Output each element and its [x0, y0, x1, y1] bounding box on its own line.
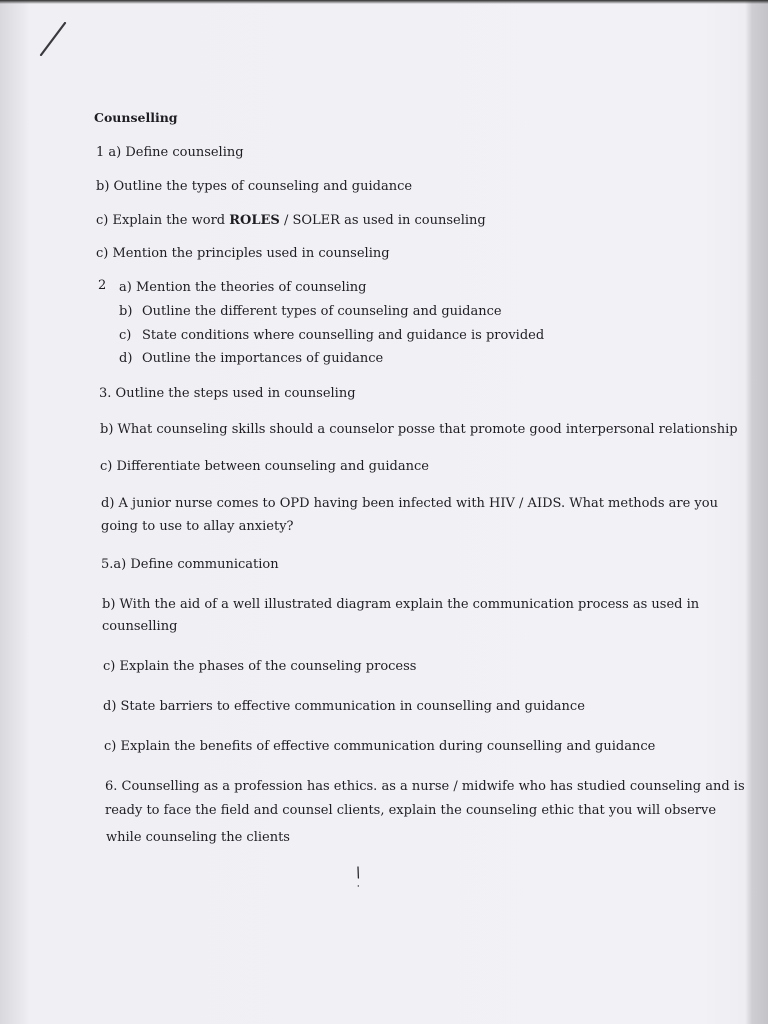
- pen-tick-mark: [356, 866, 360, 888]
- q1-c: [96, 213, 486, 229]
- q2-d-label: d): [119, 351, 133, 366]
- q3-d-line2: going to use to allay anxiety?: [101, 519, 294, 534]
- q3-a: 3. Outline the steps used in counseling: [99, 386, 356, 401]
- q3-d-line1: d) A junior nurse comes to OPD having been infected with HIV / AIDS. What methods are you: [101, 496, 718, 511]
- q5-b-line1: b) With the aid of a well illustrated diagram explain the communication process as used in: [102, 597, 700, 612]
- q1-d: c) Mention the principles used in counseling: [96, 246, 390, 261]
- q2-number: 2: [98, 278, 107, 293]
- q1-a: 1 a) Define counseling: [96, 145, 244, 160]
- q1-c-bold: ROLES: [229, 213, 280, 228]
- q5-a: 5.a) Define communication: [101, 557, 279, 572]
- q3-c: c) Differentiate between counseling and guidance: [100, 459, 429, 474]
- q1-c-suffix: / SOLER as used in counseling: [279, 213, 486, 228]
- q5-e: c) Explain the benefits of effective communication during counselling and guidance: [104, 739, 656, 754]
- q2-b: Outline the different types of counseling and guidance: [142, 304, 502, 319]
- q5-b-line2: counselling: [102, 619, 178, 634]
- q6-line1: 6. Counselling as a profession has ethics. as a nurse / midwife who has studied counseling and is: [105, 779, 745, 794]
- pen-stroke-mark: [38, 22, 68, 56]
- q5-c: c) Explain the phases of the counseling process: [103, 659, 417, 674]
- q1-c-prefix: c) Explain the word: [96, 213, 230, 228]
- page-top-edge: [0, 0, 768, 4]
- q2-b-label: b): [119, 304, 133, 319]
- q6-line2: ready to face the field and counsel clients, explain the counseling ethic that you will observe: [105, 803, 717, 818]
- q5-d: d) State barriers to effective communication in counselling and guidance: [103, 699, 585, 714]
- page-title: Counselling: [94, 110, 178, 125]
- q1-b: b) Outline the types of counseling and guidance: [96, 179, 413, 194]
- q3-b: b) What counseling skills should a counselor posse that promote good interpersonal relationship: [100, 422, 738, 437]
- q2-c: State conditions where counselling and guidance is provided: [142, 328, 545, 343]
- q2-c-label: c): [119, 328, 132, 343]
- q2-d: Outline the importances of guidance: [142, 351, 384, 366]
- q2-a: a) Mention the theories of counseling: [119, 280, 367, 295]
- q6-line3: while counseling the clients: [106, 830, 290, 845]
